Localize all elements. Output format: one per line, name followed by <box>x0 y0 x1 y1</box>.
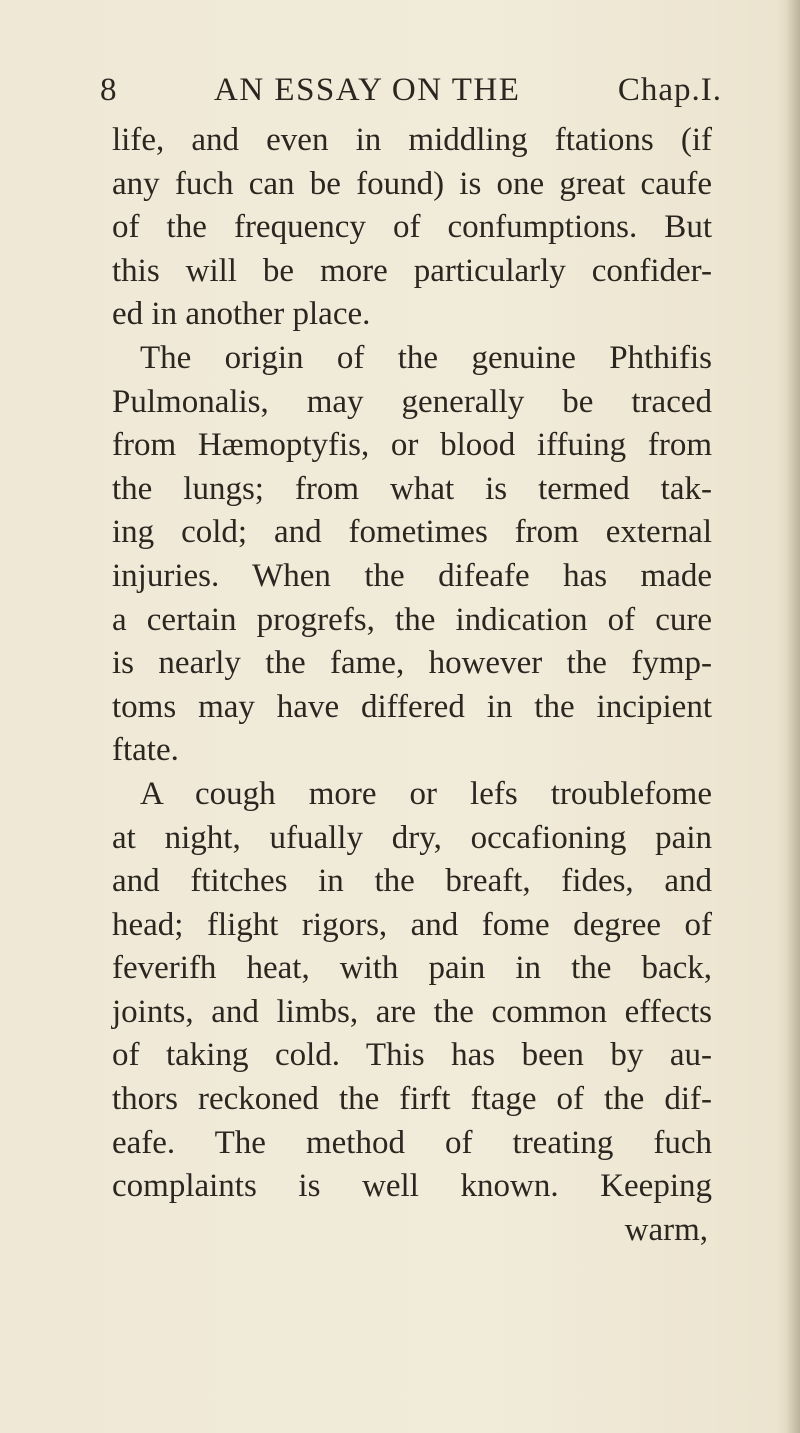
text-line: any fuch can be found) is one great caufe <box>112 165 712 202</box>
text-line: joints, and limbs, are the common effects <box>112 993 712 1030</box>
text-line: at night, ufually dry, occafioning pain <box>112 819 712 856</box>
running-head-chapter: Chap.I. <box>617 72 722 108</box>
text-line: Pulmonalis, may generally be traced <box>112 383 712 420</box>
text-line: and ftitches in the breaft, fides, and <box>112 863 712 900</box>
page-edge-shadow <box>786 0 800 1433</box>
text-line: of the frequency of confumptions. But <box>112 209 712 246</box>
text-line: the lungs; from what is termed tak- <box>112 470 712 507</box>
text-line: from Hæmoptyfis, or blood iffuing from <box>112 427 712 464</box>
text-line: toms may have differed in the incipient <box>112 688 712 725</box>
text-line: is nearly the fame, however the fymp- <box>112 645 712 682</box>
text-line: this will be more particularly confider- <box>112 252 712 289</box>
text-line: of taking cold. This has been by au- <box>112 1037 712 1074</box>
text-line: ing cold; and fometimes from external <box>112 514 712 551</box>
text-line: a certain progrefs, the indication of cure <box>112 601 712 638</box>
page-number: 8 <box>100 72 118 108</box>
text-line: injuries. When the difeafe has made <box>112 557 712 594</box>
text-line: life, and even in middling ftations (if <box>112 122 712 158</box>
text-line: ftate. <box>112 732 179 769</box>
paragraph-start-line: The origin of the genuine Phthifis <box>140 339 712 376</box>
running-head <box>100 72 722 116</box>
text-line: feverifh heat, with pain in the back, <box>112 950 712 987</box>
text-line: eafe. The method of treating fuch <box>112 1124 712 1161</box>
paragraph-start-line: A cough more or lefs troublefome <box>140 775 712 812</box>
text-line: complaints is well known. Keeping <box>112 1168 712 1205</box>
text-line: head; flight rigors, and fome degree of <box>112 906 712 943</box>
catchword: warm, <box>624 1211 708 1248</box>
running-head-title: AN ESSAY ON THE <box>214 72 521 108</box>
text-line: ed in another place. <box>112 296 371 333</box>
text-line: thors reckoned the firft ftage of the dif- <box>112 1081 712 1118</box>
body-text <box>112 119 712 1252</box>
